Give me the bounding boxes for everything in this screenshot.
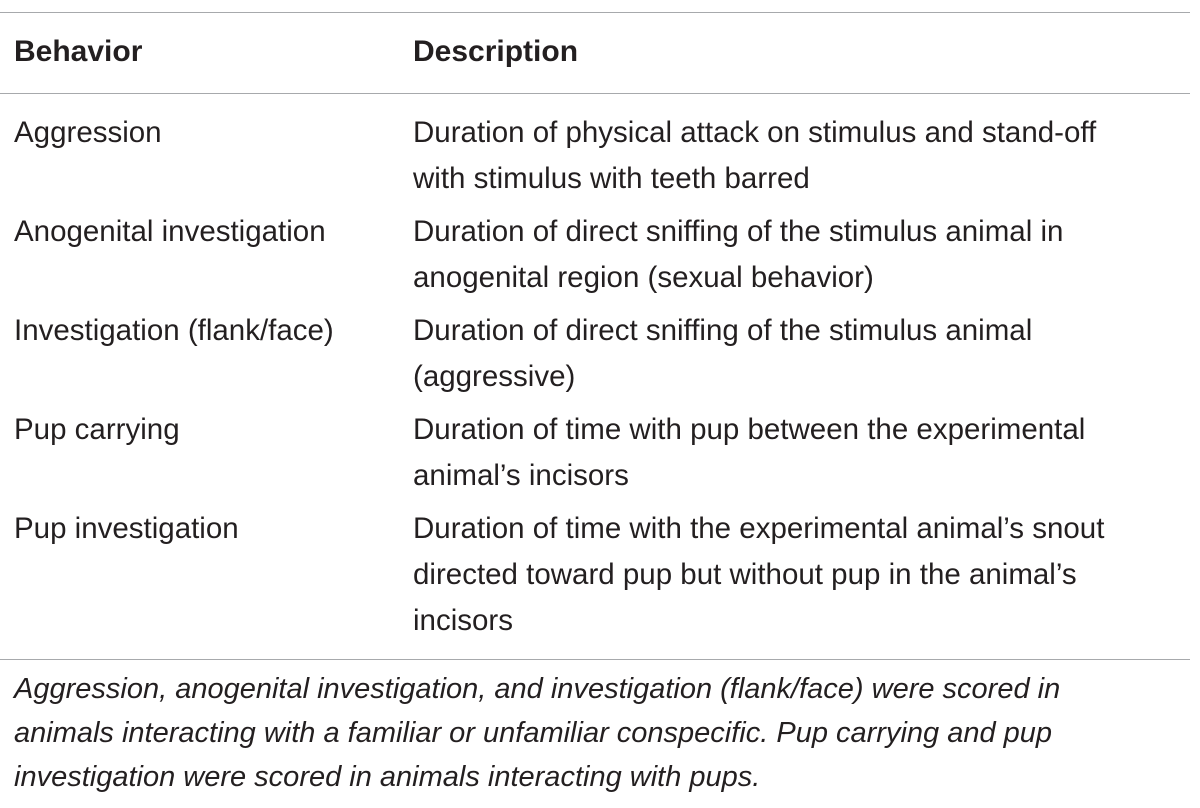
behavior-cell: Investigation (flank/face): [14, 314, 334, 347]
behavior-cell: Pup carrying: [14, 413, 180, 446]
behavior-cell: Pup investigation: [14, 512, 239, 545]
description-line: Duration of direct sniffing of the stimulus animal: [413, 314, 1033, 347]
top-rule: [0, 12, 1190, 13]
description-cell: [413, 308, 1183, 400]
table-row: [14, 506, 1190, 646]
description-line: Duration of direct sniffing of the stimulus animal in: [413, 215, 1064, 248]
header-behavior: Behavior: [14, 35, 143, 68]
table-footnote: [14, 667, 1192, 799]
description-line: Duration of time with pup between the experimental: [413, 413, 1086, 446]
description-line: incisors: [413, 604, 513, 637]
header-description: Description: [413, 35, 579, 68]
description-line: Duration of physical attack on stimulus and stand-off: [413, 116, 1097, 149]
footnote-line: Aggression, anogenital investigation, and investigation (flank/face) were scored in: [14, 673, 1061, 705]
description-cell: [413, 110, 1183, 202]
table-row: [14, 209, 1190, 308]
footnote-line: animals interacting with a familiar or unfamiliar conspecific. Pup carrying and pup: [14, 717, 1053, 749]
behavior-cell: Aggression: [14, 116, 162, 149]
footnote-line: investigation were scored in animals interacting with pups.: [14, 761, 761, 793]
description-line: (aggressive): [413, 360, 576, 393]
description-cell: [413, 407, 1183, 499]
table-body: [14, 110, 1190, 646]
description-cell: [413, 506, 1183, 644]
table-header: [14, 30, 1190, 74]
description-line: directed toward pup but without pup in the animal’s: [413, 558, 1077, 591]
description-line: Duration of time with the experimental animal’s snout: [413, 512, 1105, 545]
header-rule: [0, 93, 1190, 94]
bottom-rule: [0, 659, 1190, 660]
description-line: animal’s incisors: [413, 459, 629, 492]
behavior-cell: Anogenital investigation: [14, 215, 326, 248]
table-row: [14, 110, 1190, 209]
description-line: anogenital region (sexual behavior): [413, 261, 874, 294]
description-line: with stimulus with teeth barred: [413, 162, 810, 195]
table-row: [14, 407, 1190, 506]
table-row: [14, 308, 1190, 407]
description-cell: [413, 209, 1183, 301]
